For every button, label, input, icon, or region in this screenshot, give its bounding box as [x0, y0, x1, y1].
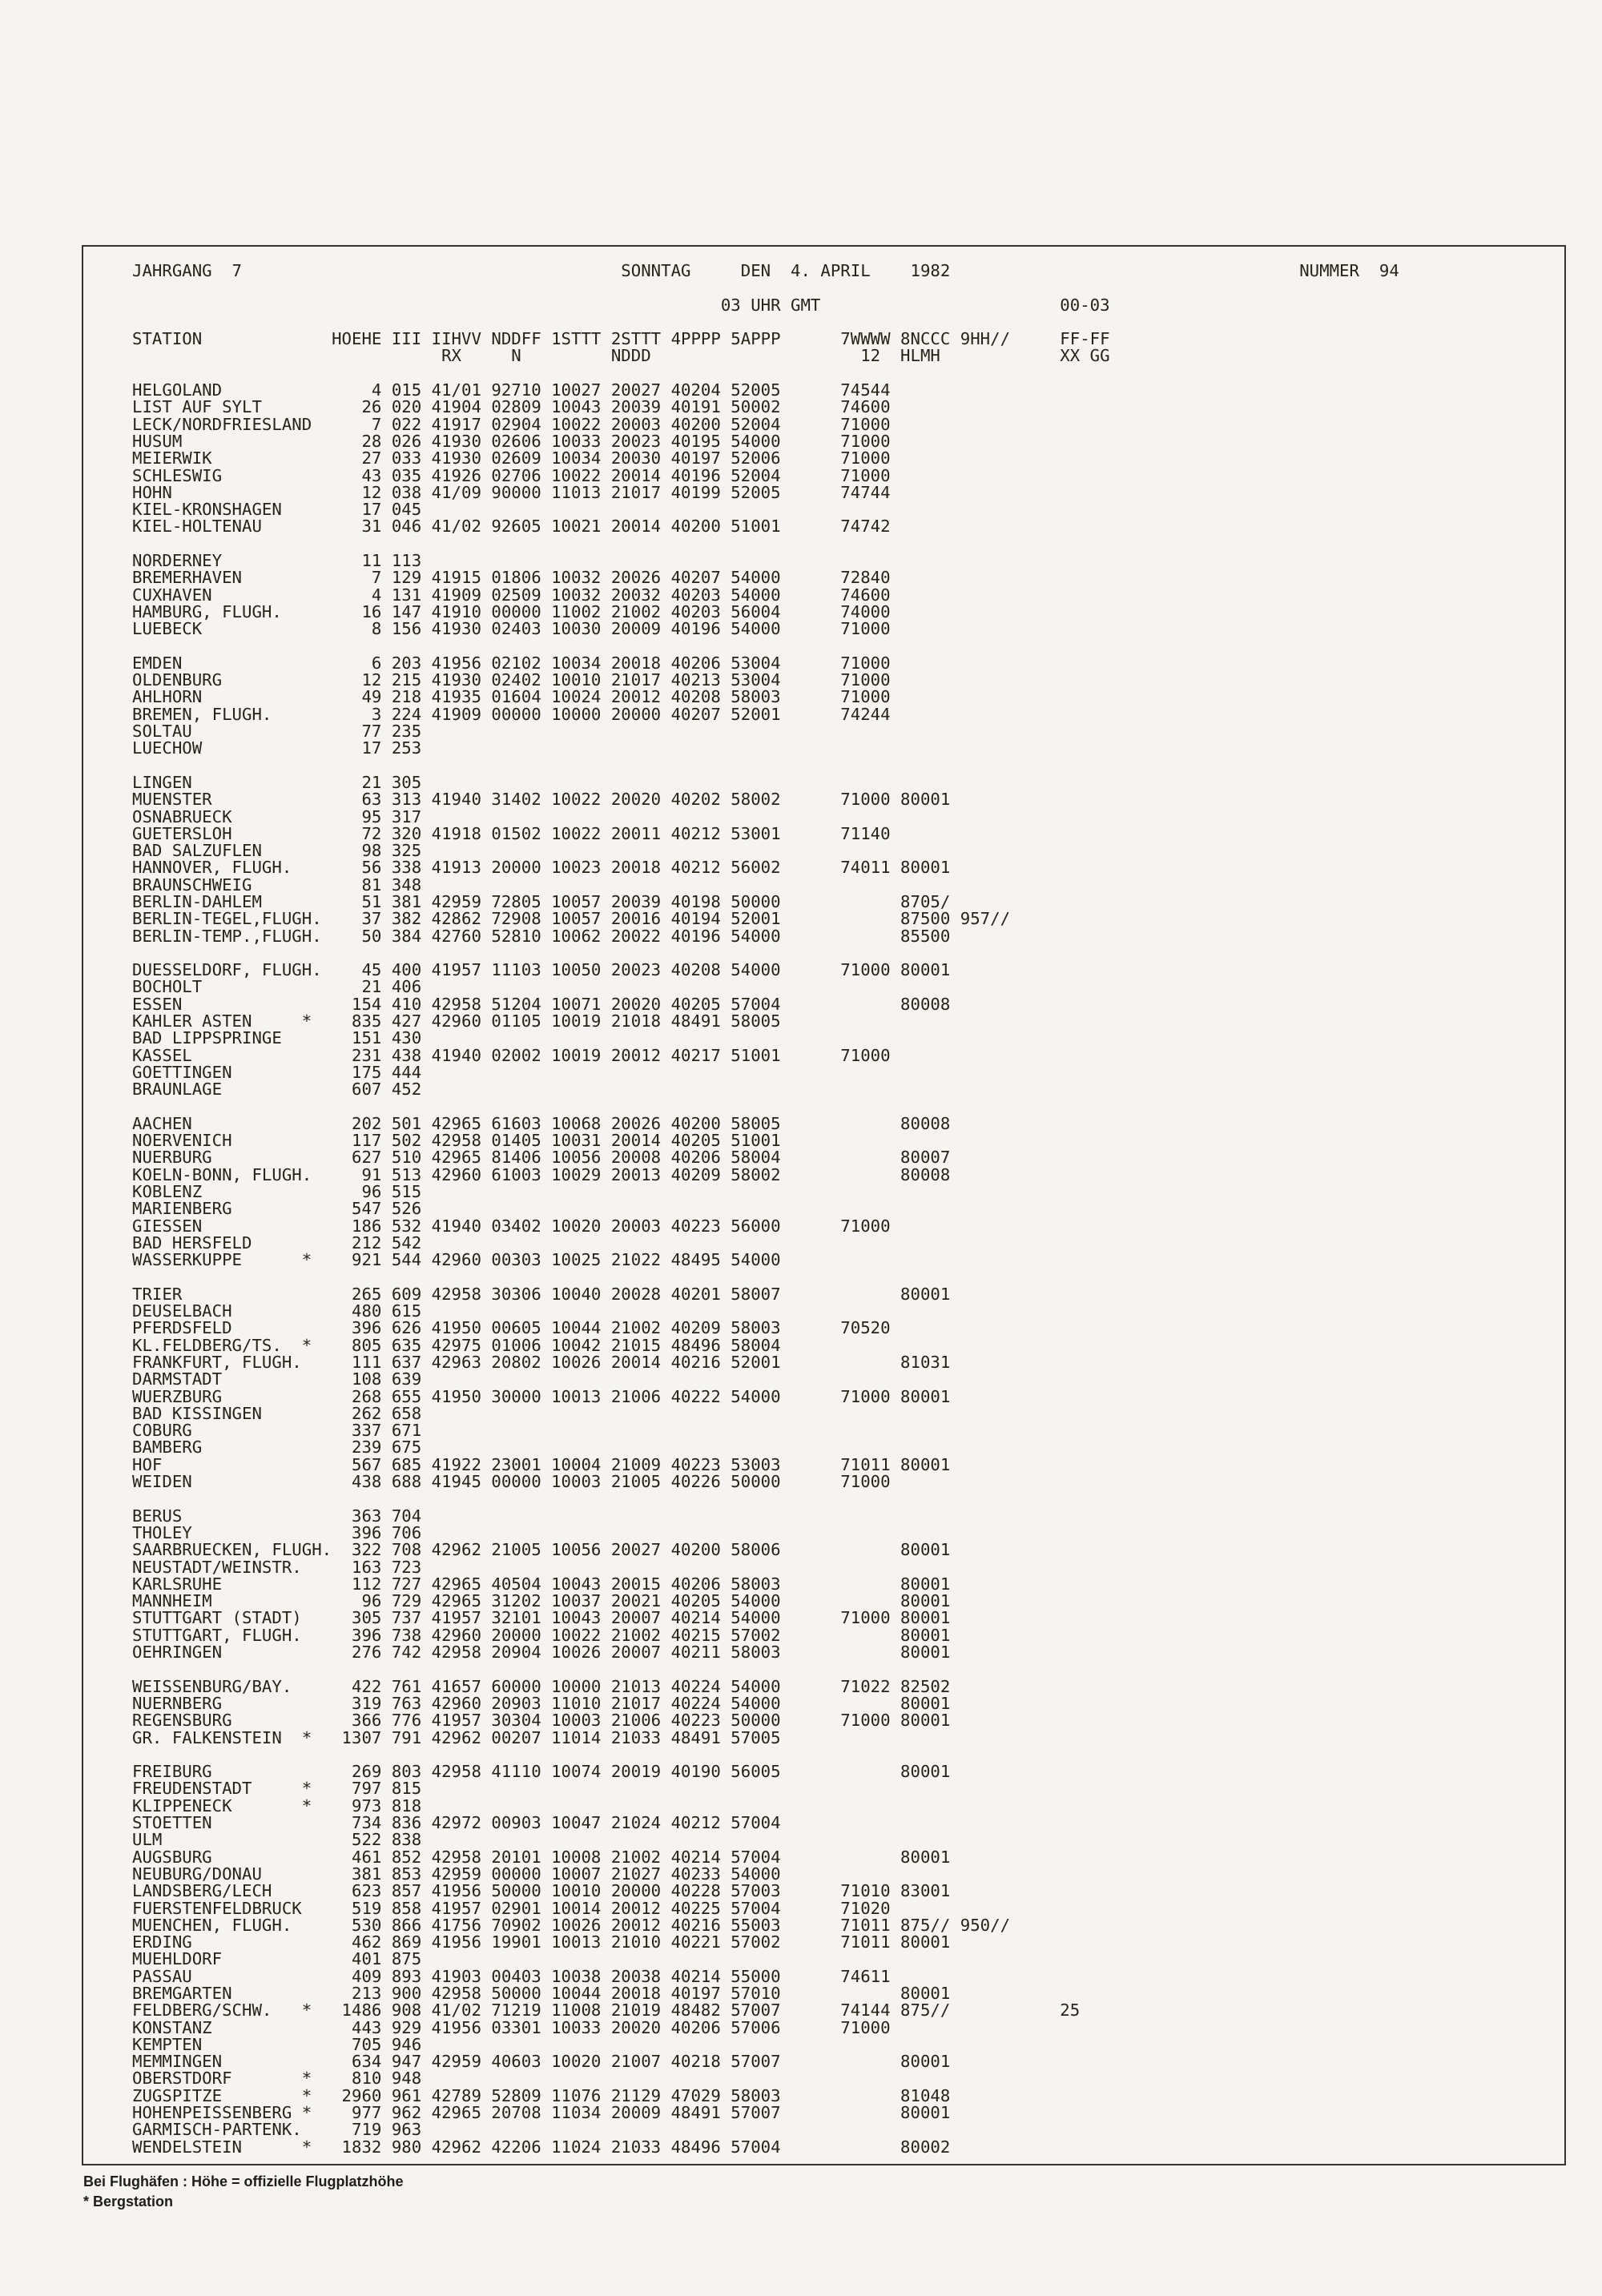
station-row: BAD HERSFELD 212 542: [132, 1232, 422, 1253]
station-row: THOLEY 396 706: [132, 1522, 422, 1542]
station-row: FRANKFURT, FLUGH. 111 637 42963 20802 10026 20014 40216 52001 81031: [132, 1353, 951, 1372]
station-row: REGENSBURG 366 776 41957 30304 10003 21006 40223 50000 71000 80001: [132, 1711, 951, 1731]
station-row: COBURG 337 671: [132, 1421, 422, 1441]
station-row: ZUGSPITZE * 2960 961 42789 52809 11076 21129 47029 58003 81048: [132, 2085, 951, 2105]
station-row: STUTTGART, FLUGH. 396 738 42960 20000 10022 21002 40215 57002 80001: [132, 1625, 951, 1645]
station-row: DARMSTADT 108 639: [132, 1369, 422, 1389]
spacer-line: [132, 638, 1564, 655]
station-row: NEUSTADT/WEINSTR. 163 723: [132, 1557, 422, 1577]
station-row: FREUDENSTADT * 797 815: [132, 1779, 422, 1799]
station-row: KOBLENZ 96 515: [132, 1182, 422, 1202]
station-row: KIEL-HOLTENAU 31 046 41/02 92605 10021 20014 40200 51001 74742: [132, 517, 891, 537]
station-row: MEMMINGEN 634 947 42959 40603 10020 21007 40218 57007 80001: [132, 2052, 951, 2072]
station-row: LANDSBERG/LECH 623 857 41956 50000 10010 20000 40228 57003 71010 83001: [132, 1881, 951, 1901]
station-row: EMDEN 6 203 41956 02102 10034 20018 40206 53004 71000: [132, 653, 891, 673]
station-row: AACHEN 202 501 42965 61603 10068 20026 40200 58005 80008: [132, 1113, 951, 1133]
spacer-line: [132, 1661, 1564, 1678]
station-row: LECK/NORDFRIESLAND 7 022 41917 02904 10022 20003 40200 52004 71000: [132, 414, 891, 434]
station-row: KIEL-KRONSHAGEN 17 045: [132, 500, 422, 520]
station-row: SCHLESWIG 43 035 41926 02706 10022 20014 40196 52004 71000: [132, 465, 891, 485]
station-row: OSNABRUECK 95 317: [132, 806, 422, 826]
station-row: GR. FALKENSTEIN * 1307 791 42962 00207 11014 21033 48491 57005: [132, 1727, 781, 1747]
station-row: GIESSEN 186 532 41940 03402 10020 20003 40223 56000 71000: [132, 1216, 891, 1236]
footnote-bergstation: * Bergstation: [83, 2193, 174, 2210]
station-row: KL.FELDBERG/TS. * 805 635 42975 01006 10042 21015 48496 58004: [132, 1335, 781, 1355]
station-row: BOCHOLT 21 406: [132, 977, 422, 997]
station-row: BRAUNSCHWEIG 81 348: [132, 875, 422, 895]
spacer-line: [132, 536, 1564, 553]
station-row: KARLSRUHE 112 727 42965 40504 10043 20015 40206 58003 80001: [132, 1574, 951, 1594]
station-row: WUERZBURG 268 655 41950 30000 10013 21006 40222 54000 71000 80001: [132, 1386, 951, 1406]
station-row: BRAUNLAGE 607 452: [132, 1080, 422, 1100]
footnote-airport-heights: Bei Flughäfen : Höhe = offizielle Flugplatzhöhe: [83, 2173, 404, 2189]
station-row: BERUS 363 704: [132, 1506, 422, 1526]
spacer-line: [132, 1269, 1564, 1286]
spacer-line: [132, 1099, 1564, 1116]
station-row: AUGSBURG 461 852 42958 20101 10008 21002 40214 57004 80001: [132, 1847, 951, 1867]
column-header-line: STATION HOEHE III IIHVV NDDFF 1STTT 2STTT 4PPPP 5APPP 7WWWW 8NCCC 9HH// FF-FF: [132, 329, 1110, 349]
station-row: BAMBERG 239 675: [132, 1438, 422, 1458]
station-row: KOELN-BONN, FLUGH. 91 513 42960 61003 10029 20013 40209 58002 80008: [132, 1164, 951, 1184]
spacer-line: [132, 279, 1564, 296]
spacer-line: [132, 365, 1564, 382]
station-row: KEMPTEN 705 946: [132, 2034, 422, 2054]
station-row: BREMGARTEN 213 900 42958 50000 10044 20018 40197 57010 80001: [132, 1983, 951, 2003]
station-row: KLIPPENECK * 973 818: [132, 1795, 422, 1815]
station-row: MUENSTER 63 313 41940 31402 10022 20020 40202 58002 71000 80001: [132, 790, 951, 810]
station-row: TRIER 265 609 42958 30306 10040 20028 40201 58007 80001: [132, 1284, 951, 1304]
station-row: ESSEN 154 410 42958 51204 10071 20020 40205 57004 80008: [132, 994, 951, 1014]
station-row: ERDING 462 869 41956 19901 10013 21010 40221 57002 71011 80001: [132, 1932, 951, 1952]
station-row: BREMERHAVEN 7 129 41915 01806 10032 20026 40207 54000 72840: [132, 568, 891, 588]
station-row: OLDENBURG 12 215 41930 02402 10010 21017 40213 53004 71000: [132, 670, 891, 690]
station-row: NUERNBERG 319 763 42960 20903 11010 21017 40224 54000 80001: [132, 1693, 951, 1713]
station-row: BERLIN-TEGEL,FLUGH. 37 382 42862 72908 10057 20016 40194 52001 87500 957//: [132, 909, 1011, 929]
report-sheet: [82, 245, 1566, 2165]
station-row: FREIBURG 269 803 42958 41110 10074 20019 40190 56005 80001: [132, 1762, 951, 1782]
station-row: KAHLER ASTEN * 835 427 42960 01105 10019 21018 48491 58005: [132, 1011, 781, 1031]
station-row: OBERSTDORF * 810 948: [132, 2069, 422, 2089]
spacer-line: [132, 1490, 1564, 1507]
station-row: BAD KISSINGEN 262 658: [132, 1403, 422, 1423]
station-row: LINGEN 21 305: [132, 772, 422, 792]
station-row: ULM 522 838: [132, 1830, 422, 1850]
station-row: BAD LIPPSPRINGE 151 430: [132, 1028, 422, 1048]
station-row: OEHRINGEN 276 742 42958 20904 10026 20007 40211 58003 80001: [132, 1643, 951, 1663]
station-row: GARMISCH-PARTENK. 719 963: [132, 2120, 422, 2140]
station-row: DEUSELBACH 480 615: [132, 1301, 422, 1321]
station-row: WEISSENBURG/BAY. 422 761 41657 60000 10000 21013 40224 54000 71022 82502: [132, 1676, 951, 1696]
station-row: HUSUM 28 026 41930 02606 10033 20023 40195 54000 71000: [132, 431, 891, 451]
station-row: NOERVENICH 117 502 42958 01405 10031 20014 40205 51001: [132, 1131, 781, 1151]
station-row: HOHENPEISSENBERG * 977 962 42965 20708 11034 20009 48491 57007 80001: [132, 2103, 951, 2123]
station-row: LUECHOW 17 253: [132, 738, 422, 758]
station-row: MARIENBERG 547 526: [132, 1199, 422, 1219]
station-row: HAMBURG, FLUGH. 16 147 41910 00000 11002 21002 40203 56004 74000: [132, 601, 891, 621]
station-row: SAARBRUECKEN, FLUGH. 322 708 42962 21005 10056 20027 40200 58006 80001: [132, 1540, 951, 1560]
station-row: NORDERNEY 11 113: [132, 551, 422, 571]
station-row: KASSEL 231 438 41940 02002 10019 20012 40217 51001 71000: [132, 1045, 891, 1065]
station-row: HELGOLAND 4 015 41/01 92710 10027 20027 40204 52005 74544: [132, 380, 891, 400]
station-row: FELDBERG/SCHW. * 1486 908 41/02 71219 11008 21019 48482 57007 74144 875// 25: [132, 2000, 1081, 2021]
station-row: MEIERWIK 27 033 41930 02609 10034 20030 40197 52006 71000: [132, 448, 891, 468]
station-row: BERLIN-DAHLEM 51 381 42959 72805 10057 20039 40198 50000 8705/: [132, 891, 951, 911]
station-row: WASSERKUPPE * 921 544 42960 00303 10025 21022 48495 54000: [132, 1250, 781, 1270]
station-row: GUETERSLOH 72 320 41918 01502 10022 20011 40212 53001 71140: [132, 823, 891, 843]
station-row: SOLTAU 77 235: [132, 722, 422, 742]
spacer-line: [132, 1747, 1564, 1763]
station-row: CUXHAVEN 4 131 41909 02509 10032 20032 40203 54000 74600: [132, 585, 891, 605]
column-subheader-line: RX N NDDD 12 HLMH XX GG: [132, 346, 1110, 366]
station-row: BAD SALZUFLEN 98 325: [132, 841, 422, 861]
footnotes: [83, 2172, 404, 2212]
station-row: STOETTEN 734 836 42972 00903 10047 21024 40212 57004: [132, 1813, 781, 1833]
station-row: MUEHLDORF 401 875: [132, 1949, 422, 1969]
station-row: NUERBURG 627 510 42965 81406 10056 20008 40206 58004 80007: [132, 1148, 951, 1168]
station-row: KONSTANZ 443 929 41956 03301 10033 20020 40206 57006 71000: [132, 2017, 891, 2037]
station-row: NEUBURG/DONAU 381 853 42959 00000 10007 21027 40233 54000: [132, 1864, 781, 1884]
station-row: WEIDEN 438 688 41945 00000 10003 21005 40226 50000 71000: [132, 1472, 891, 1492]
station-row: GOETTINGEN 175 444: [132, 1062, 422, 1082]
masthead-line: JAHRGANG 7 SONNTAG DEN 4. APRIL 1982 NUMMER 94: [132, 261, 1399, 280]
station-row: BREMEN, FLUGH. 3 224 41909 00000 10000 20000 40207 52001 74244: [132, 704, 891, 724]
station-row: DUESSELDORF, FLUGH. 45 400 41957 11103 10050 20023 40208 54000 71000 80001: [132, 960, 951, 980]
report-body: [83, 247, 1564, 2156]
station-row: MUENCHEN, FLUGH. 530 866 41756 70902 10026 20012 40216 55003 71011 875// 950//: [132, 1915, 1011, 1935]
station-row: HOHN 12 038 41/09 90000 11013 21017 40199 52005 74744: [132, 482, 891, 502]
station-row: PFERDSFELD 396 626 41950 00605 10044 21002 40209 58003 70520: [132, 1318, 891, 1338]
spacer-line: [132, 758, 1564, 774]
station-row: HANNOVER, FLUGH. 56 338 41913 20000 10023 20018 40212 56002 74011 80001: [132, 858, 951, 878]
station-row: MANNHEIM 96 729 42965 31202 10037 20021 40205 54000 80001: [132, 1591, 951, 1611]
station-row: WENDELSTEIN * 1832 980 42962 42206 11024 21033 48496 57004 80002: [132, 2137, 951, 2157]
time-line: 03 UHR GMT 00-03: [132, 295, 1110, 315]
spacer-line: [132, 945, 1564, 962]
station-row: PASSAU 409 893 41903 00403 10038 20038 40214 55000 74611: [132, 1966, 891, 1986]
station-row: LUEBECK 8 156 41930 02403 10030 20009 40196 54000 71000: [132, 619, 891, 639]
station-row: FUERSTENFELDBRUCK 519 858 41957 02901 10014 20012 40225 57004 71020: [132, 1898, 891, 1918]
station-row: STUTTGART (STADT) 305 737 41957 32101 10043 20007 40214 54000 71000 80001: [132, 1608, 951, 1628]
spacer-line: [132, 314, 1564, 331]
station-row: HOF 567 685 41922 23001 10004 21009 40223 53003 71011 80001: [132, 1454, 951, 1474]
station-row: BERLIN-TEMP.,FLUGH. 50 384 42760 52810 10062 20022 40196 54000 85500: [132, 926, 951, 946]
station-row: LIST AUF SYLT 26 020 41904 02809 10043 20039 40191 50002 74600: [132, 397, 891, 417]
station-row: AHLHORN 49 218 41935 01604 10024 20012 40208 58003 71000: [132, 687, 891, 707]
